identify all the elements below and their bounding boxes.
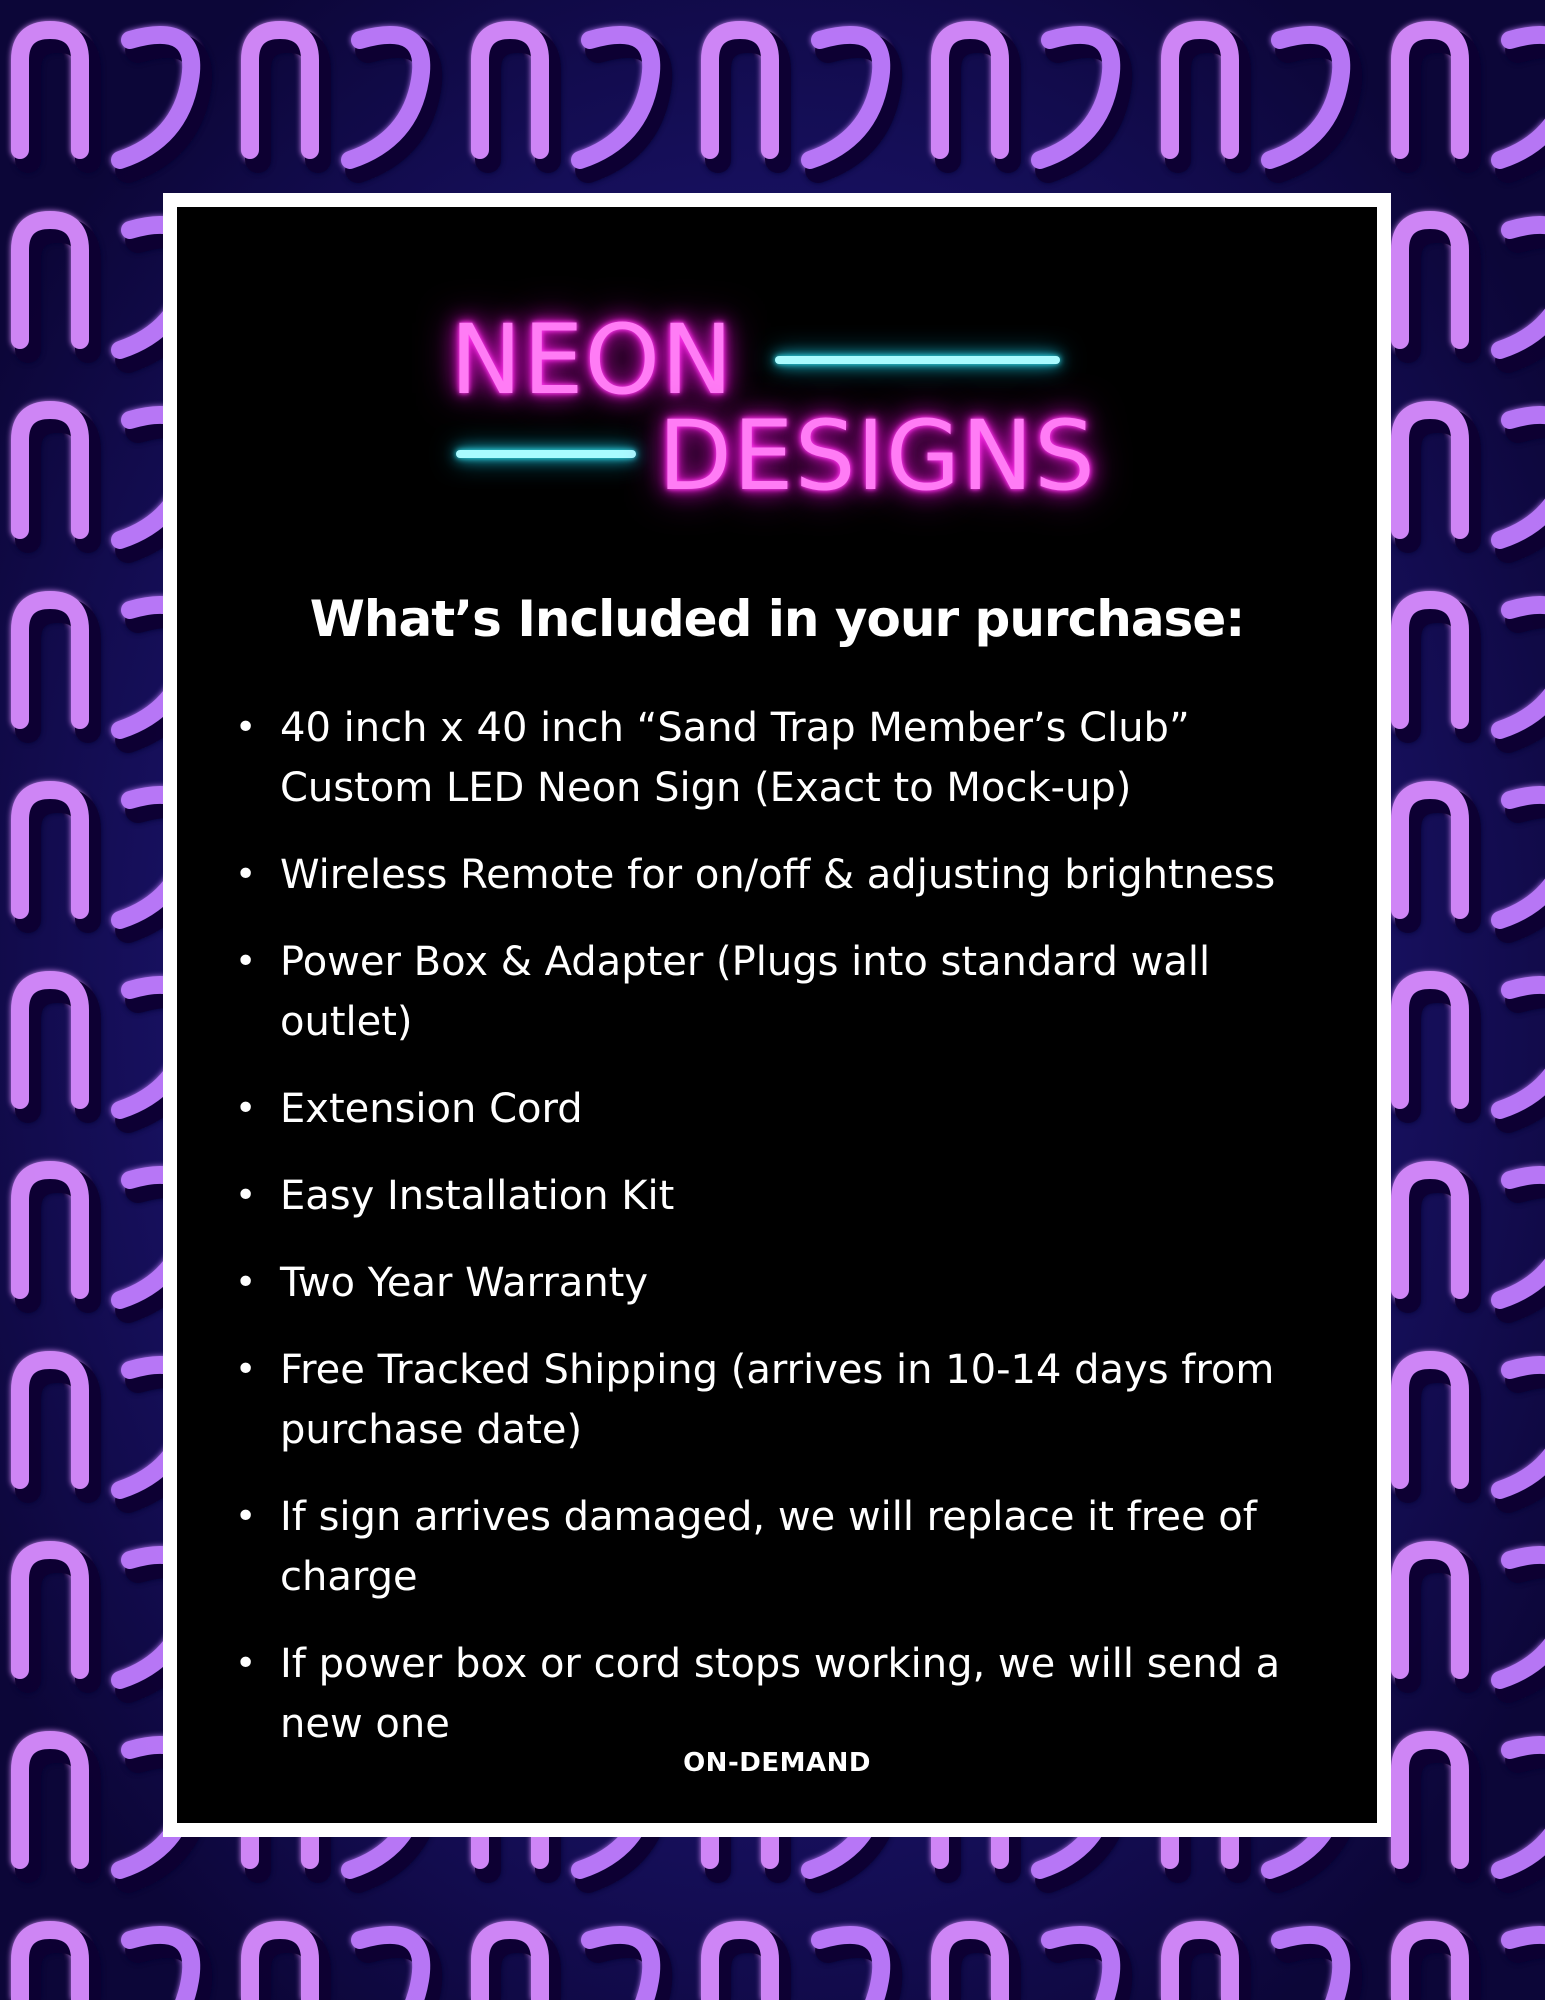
list-item	[235, 1166, 1345, 1226]
logo-word-neon: NEON	[450, 304, 734, 416]
bullet-icon: •	[235, 1496, 257, 1537]
list-item	[235, 1487, 1345, 1607]
list-item	[235, 1340, 1345, 1460]
included-items-list	[235, 698, 1345, 1781]
bullet-icon: •	[235, 1175, 257, 1216]
bullet-icon: •	[235, 1088, 257, 1129]
page-title: What’s Included in your purchase:	[309, 590, 1245, 648]
list-item	[235, 932, 1345, 1052]
list-item-text: 40 inch x 40 inch “Sand Trap Member’s Club” Custom LED Neon Sign (Exact to Mock-up)	[280, 705, 1190, 811]
footer-label: ON-DEMAND	[683, 1748, 871, 1778]
bullet-icon: •	[235, 1262, 257, 1303]
bullet-icon: •	[235, 1349, 257, 1390]
list-item	[235, 698, 1345, 818]
list-item	[235, 845, 1345, 905]
bullet-icon: •	[235, 707, 257, 748]
neon-designs-logo	[440, 300, 1096, 512]
list-item-text: Extension Cord	[280, 1086, 583, 1132]
list-item-text: Power Box & Adapter (Plugs into standard wall outlet)	[280, 939, 1211, 1045]
list-item-text: Easy Installation Kit	[280, 1173, 675, 1219]
list-item-text: If sign arrives damaged, we will replace it free of charge	[280, 1494, 1257, 1600]
logo-word-designs: DESIGNS	[658, 400, 1096, 512]
bullet-icon: •	[235, 1643, 257, 1684]
logo-neon-bar-bottom	[456, 450, 636, 458]
list-item-text: If power box or cord stops working, we will send a new one	[280, 1641, 1281, 1747]
logo-neon-bar-top	[775, 356, 1060, 364]
list-item	[235, 1079, 1345, 1139]
list-item-text: Two Year Warranty	[280, 1260, 649, 1306]
list-item-text: Wireless Remote for on/off & adjusting brightness	[280, 852, 1276, 898]
list-item-text: Free Tracked Shipping (arrives in 10-14 days from purchase date)	[280, 1347, 1275, 1453]
bullet-icon: •	[235, 941, 257, 982]
bullet-icon: •	[235, 854, 257, 895]
list-item	[235, 1634, 1345, 1754]
list-item	[235, 1253, 1345, 1313]
